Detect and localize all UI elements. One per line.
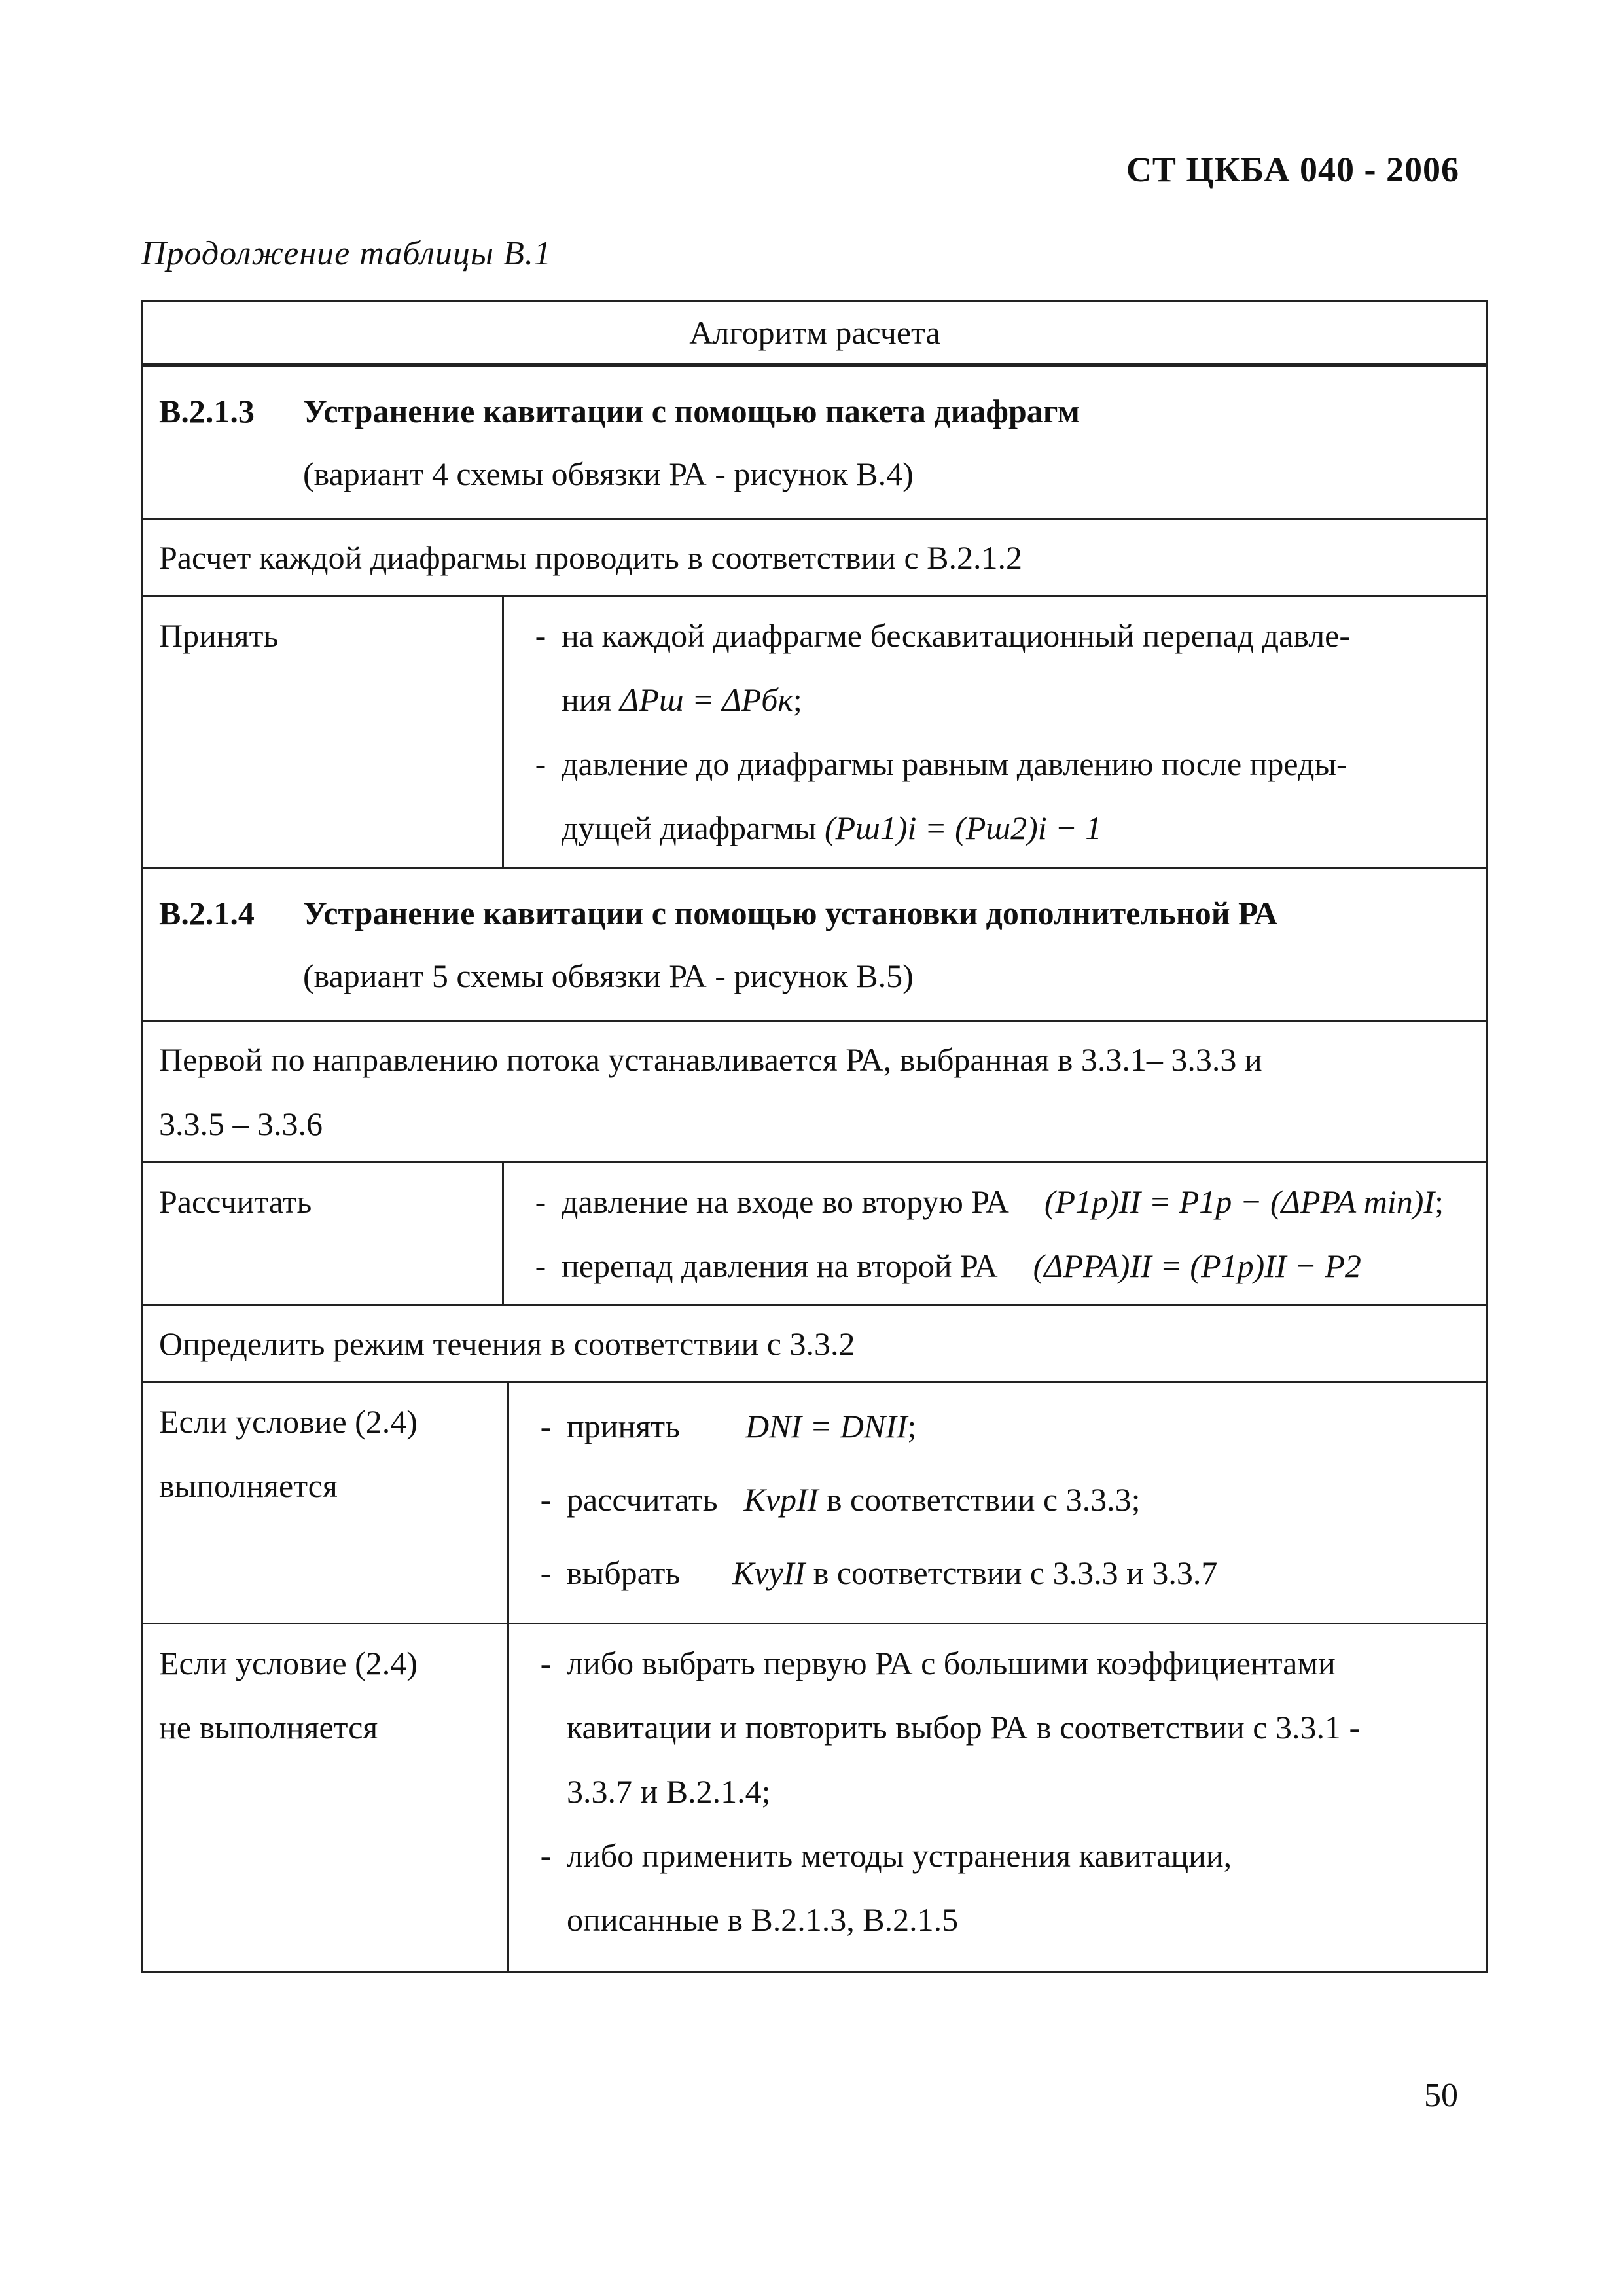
section-number: В.2.1.4 xyxy=(159,895,255,931)
condition-not-met-label xyxy=(143,1624,509,1971)
section-title: Устранение кавитации с помощью установки дополнительной РА xyxy=(303,895,1278,931)
page-number: 50 xyxy=(1424,2077,1458,2114)
accept-row xyxy=(143,595,1486,867)
formula: DNI = DNII xyxy=(745,1408,908,1444)
first-install-row xyxy=(143,1020,1486,1161)
section-b213 xyxy=(143,363,1486,518)
item-tail: в соответствии с 3.3.3; xyxy=(826,1481,1141,1518)
item-text-cont: дущей диафрагмы xyxy=(562,810,825,846)
list-item: - перепад давления на второй РА (ΔPPA)II = (P1p)II − P2 xyxy=(535,1247,1361,1284)
item-line: либо выбрать первую РА с большими коэффициентами xyxy=(567,1645,1336,1681)
formula: KvpII xyxy=(743,1481,819,1518)
list-item: - либо применить методы устранения кавитации, описанные в В.2.1.3, В.2.1.5 xyxy=(525,1823,1471,1952)
table-header: Алгоритм расчета xyxy=(689,314,940,351)
formula: (Pш1)i = (Pш2)i − 1 xyxy=(824,810,1102,846)
document-code: СТ ЦКБА 040 - 2006 xyxy=(1126,150,1459,189)
label-line: выполняется xyxy=(159,1467,338,1504)
condition-met-items xyxy=(509,1383,1486,1623)
label-line: Если условие (2.4) xyxy=(159,1645,418,1681)
calculate-row xyxy=(143,1161,1486,1304)
formula: ΔPш = ΔPбк xyxy=(620,681,793,718)
list-item: - давление на входе во вторую РА (P1p)II = P1p − (ΔPPA min)I; xyxy=(535,1183,1444,1220)
item-tail: ; xyxy=(907,1408,917,1444)
item-text: на каждой диафрагме бескавитационный перепад давле- xyxy=(562,617,1351,654)
formula: (ΔPPA)II = (P1p)II − P2 xyxy=(1033,1247,1361,1284)
item-text: давление на входе во вторую РА xyxy=(562,1183,1009,1220)
item-text: перепад давления на второй РА xyxy=(562,1247,998,1284)
list-item: - принять DNI = DNII; xyxy=(540,1408,917,1444)
item-text: принять xyxy=(567,1408,680,1444)
item-tail: ; xyxy=(793,681,802,718)
item-text: давление до диафрагмы равным давлению после преды- xyxy=(562,745,1347,782)
calc-each-row: Расчет каждой диафрагмы проводить в соответствии с В.2.1.2 xyxy=(143,518,1486,595)
section-subtitle: (вариант 5 схемы обвязки РА - рисунок В.5) xyxy=(303,958,914,994)
calculate-items xyxy=(504,1163,1486,1304)
list-item: - выбрать KvyII в соответствии с 3.3.3 и 3.3.7 xyxy=(540,1554,1218,1591)
calculate-label: Рассчитать xyxy=(143,1163,504,1304)
formula: KvyII xyxy=(732,1554,806,1591)
item-text-cont: ния xyxy=(562,681,620,718)
list-item: - давление до диафрагмы равным давлению после преды- дущей диафрагмы (Pш1)i = (Pш2)i − 1 xyxy=(520,732,1471,860)
accept-label: Принять xyxy=(143,597,504,867)
item-line: либо применить методы устранения кавитации, xyxy=(567,1837,1232,1874)
determine-row: Определить режим течения в соответствии с 3.3.2 xyxy=(143,1304,1486,1381)
condition-not-met-items xyxy=(509,1624,1486,1971)
condition-met-label xyxy=(143,1383,509,1623)
label-line: не выполняется xyxy=(159,1709,378,1746)
section-number: В.2.1.3 xyxy=(159,393,255,429)
label-line: Если условие (2.4) xyxy=(159,1403,418,1440)
list-item: - рассчитать KvpII в соответствии с 3.3.3; xyxy=(540,1481,1141,1518)
first-install-line1: Первой по направлению потока устанавливается РА, выбранная в 3.3.1– 3.3.3 и xyxy=(159,1041,1262,1078)
condition-met-row xyxy=(143,1381,1486,1623)
table-continuation-caption: Продолжение таблицы В.1 xyxy=(141,235,552,272)
list-item: - либо выбрать первую РА с большими коэффициентами кавитации и повторить выбор РА в соответствии с 3.3.1 - 3.3.7 и В.2.1.4; xyxy=(525,1631,1471,1823)
condition-not-met-row xyxy=(143,1623,1486,1971)
section-subtitle: (вариант 4 схемы обвязки РА - рисунок В.4) xyxy=(303,456,914,492)
item-tail: в соответствии с 3.3.3 и 3.3.7 xyxy=(813,1554,1218,1591)
algorithm-table xyxy=(141,300,1488,1973)
first-install-line2: 3.3.5 – 3.3.6 xyxy=(159,1105,323,1142)
item-line: 3.3.7 и В.2.1.4; xyxy=(567,1773,771,1810)
section-b214 xyxy=(143,867,1486,1020)
item-tail: ; xyxy=(1435,1183,1444,1220)
list-item: - на каждой диафрагме бескавитационный перепад давле- ния ΔPш = ΔPбк; xyxy=(520,603,1471,732)
item-text: выбрать xyxy=(567,1554,681,1591)
accept-items xyxy=(504,597,1486,867)
item-text: рассчитать xyxy=(567,1481,718,1518)
item-line: кавитации и повторить выбор РА в соответствии с 3.3.1 - xyxy=(567,1709,1361,1746)
formula: (P1p)II = P1p − (ΔPPA min)I xyxy=(1044,1183,1435,1220)
item-line: описанные в В.2.1.3, В.2.1.5 xyxy=(567,1901,959,1938)
section-title: Устранение кавитации с помощью пакета диафрагм xyxy=(303,393,1080,429)
